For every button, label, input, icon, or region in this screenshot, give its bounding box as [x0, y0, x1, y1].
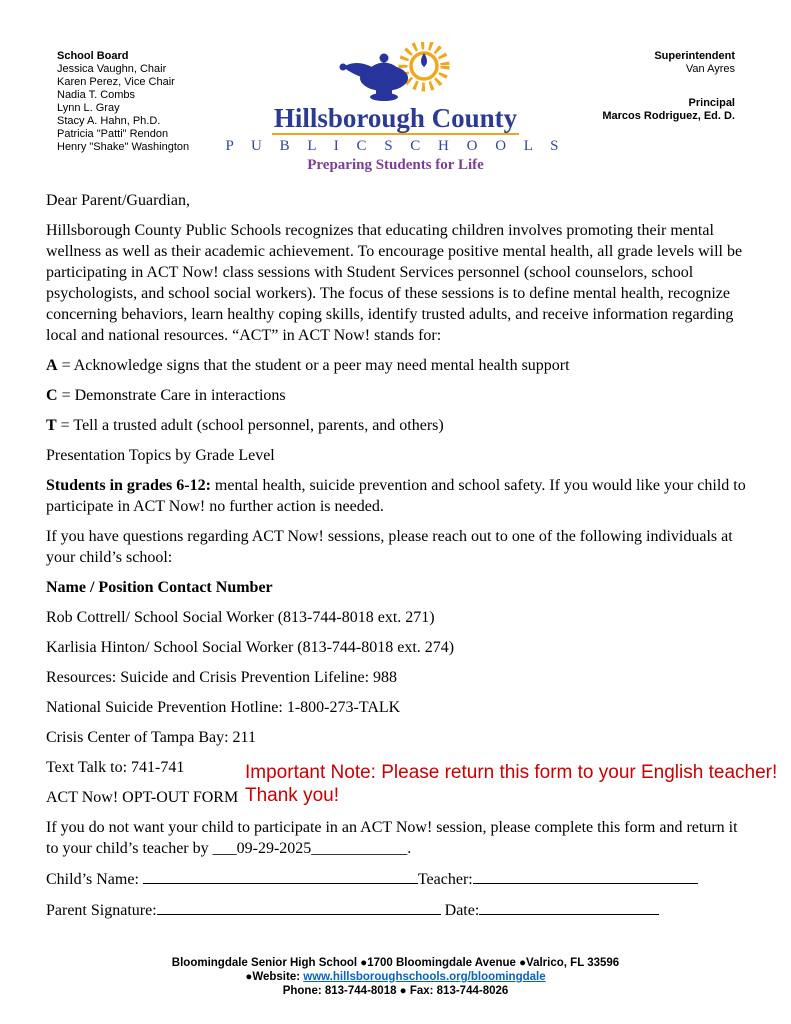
- website-link[interactable]: www.hillsboroughschools.org/bloomingdale: [303, 971, 546, 983]
- act-text: = Acknowledge signs that the student or a peer may need mental health support: [57, 357, 570, 374]
- topics-heading: Presentation Topics by Grade Level: [46, 447, 275, 464]
- principal-label: Principal: [688, 97, 735, 109]
- grades-paragraph: [46, 475, 750, 517]
- footer-website-line: [0, 970, 791, 984]
- resource-line: Crisis Center of Tampa Bay: 211: [46, 729, 256, 746]
- questions-paragraph: If you have questions regarding ACT Now! sessions, please reach out to one of the following individuals at your child’s school:: [46, 528, 733, 566]
- letter-body: [46, 190, 750, 930]
- child-name-row: [46, 868, 750, 890]
- board-member: Nadia T. Combs: [57, 89, 136, 101]
- teacher-label: Teacher:: [417, 871, 473, 888]
- date-blank[interactable]: [479, 899, 659, 915]
- logo-title: Hillsborough County: [273, 103, 518, 133]
- contact-line: Rob Cottrell/ School Social Worker (813-744-8018 ext. 271): [46, 609, 435, 626]
- resource-line: Resources: Suicide and Crisis Prevention Lifeline: 988: [46, 669, 398, 686]
- superintendent-label: Superintendent: [654, 50, 735, 62]
- act-letter: A: [46, 357, 58, 374]
- due-date: ___09-29-2025____________.: [212, 840, 412, 857]
- resource-line: National Suicide Prevention Hotline: 1-800-273-TALK: [46, 699, 401, 716]
- child-name-label: Child’s Name:: [46, 871, 143, 888]
- superintendent-name: Van Ayres: [685, 63, 735, 75]
- act-letter: T: [46, 417, 57, 434]
- contact-line: Karlisia Hinton/ School Social Worker (813-744-8018 ext. 274): [46, 639, 455, 656]
- act-letter: C: [46, 387, 58, 404]
- admin-block: [602, 50, 735, 123]
- optout-form-title: ACT Now! OPT-OUT FORM: [46, 789, 239, 806]
- board-member: Karen Perez, Vice Chair: [57, 76, 175, 88]
- parent-signature-label: Parent Signature:: [46, 902, 157, 919]
- important-note-line1: Important Note: Please return this form to your English teacher!: [245, 762, 778, 783]
- board-member: Henry "Shake" Washington: [57, 141, 190, 153]
- school-board-title: School Board: [57, 50, 129, 62]
- act-item-t: [46, 415, 750, 436]
- logo-subtitle: P U B L I C S C H O O L S: [225, 138, 566, 154]
- board-member: Stacy A. Hahn, Ph.D.: [57, 115, 161, 127]
- board-member: Lynn L. Gray: [57, 102, 120, 114]
- child-name-blank[interactable]: [143, 868, 418, 884]
- teacher-blank[interactable]: [473, 868, 698, 884]
- act-item-c: [46, 385, 750, 406]
- lamp-of-knowledge-icon: [326, 42, 466, 104]
- logo-tagline: Preparing Students for Life: [307, 157, 484, 173]
- resource-line: Text Talk to: 741-741: [46, 759, 185, 776]
- intro-paragraph: Hillsborough County Public Schools recognizes that educating children involves promoting their mental wellness as well as their academic achievement. To encourage positive mental health, all grade levels will be participating in ACT Now! class sessions with Student Services personnel (school counselors, school psychologists, and school social workers). The focus of these sessions is to define mental health, recognize concerning behaviors, learn healthy coping skills, identify trusted adults, and receive information regarding local and national resources. “ACT” in ACT Now! stands for:: [46, 222, 743, 344]
- board-member: Patricia "Patti" Rendon: [57, 128, 169, 140]
- grades-lead: Students in grades 6-12:: [46, 477, 211, 494]
- important-note: [245, 761, 780, 807]
- footer-phone-fax: Phone: 813-744-8018 ● Fax: 813-744-8026: [282, 985, 509, 997]
- date-label: Date:: [440, 902, 480, 919]
- parent-signature-row: [46, 899, 750, 921]
- footer-address: Bloomingdale Senior High School ●1700 Bloomingdale Avenue ●Valrico, FL 33596: [171, 957, 620, 969]
- parent-signature-blank[interactable]: [157, 899, 441, 915]
- act-item-a: [46, 355, 750, 376]
- contact-heading: Name / Position Contact Number: [46, 579, 273, 596]
- footer-website-label: ●Website:: [245, 971, 304, 983]
- act-text: = Tell a trusted adult (school personnel, parents, and others): [56, 417, 444, 434]
- school-footer: [0, 956, 791, 998]
- greeting: Dear Parent/Guardian,: [46, 192, 190, 209]
- board-member: Jessica Vaughn, Chair: [57, 63, 167, 75]
- principal-name: Marcos Rodriguez, Ed. D.: [602, 110, 735, 122]
- act-text: = Demonstrate Care in interactions: [57, 387, 286, 404]
- optout-sentence: [46, 817, 750, 859]
- spacer: [602, 76, 735, 97]
- important-note-line2: Thank you!: [245, 785, 339, 806]
- grades-text: mental health, suicide prevention and school safety. If you would like your child to participate in ACT Now! no further action is needed.: [46, 477, 746, 515]
- optout-text: If you do not want your child to participate in an ACT Now! session, please complete this form and return it to your child’s teacher by: [46, 819, 738, 857]
